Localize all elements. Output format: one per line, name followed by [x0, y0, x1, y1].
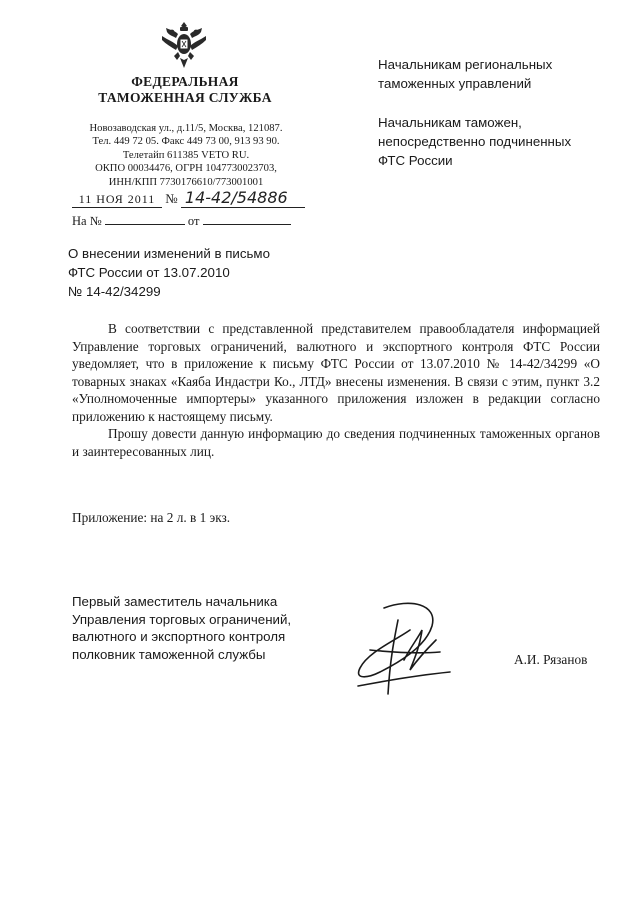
registration-number-label: №: [165, 191, 178, 206]
address-line: Новозаводская ул., д.11/5, Москва, 121087.: [89, 123, 283, 134]
body-paragraph: Прошу довести данную информацию до сведения подчиненных таможенных органов и заинтересованных лиц.: [72, 426, 600, 459]
signer-title-line: Управления торговых ограничений,: [72, 611, 292, 627]
attachment-note: Приложение: на 2 л. в 1 экз.: [72, 510, 231, 525]
signer-title-line: валютного и экспортного контроля: [72, 629, 286, 644]
recipient-block-2: [378, 113, 628, 170]
org-name-line-2: ТАМОЖЕННАЯ СЛУЖБА: [98, 90, 272, 105]
recipient-line: Начальникам таможен,: [378, 115, 522, 130]
subject-line: ФТС России от 13.07.2010: [68, 265, 230, 280]
double-headed-eagle-emblem-icon: [160, 18, 208, 70]
registration-date: 11 НОЯ 2011: [72, 192, 162, 208]
address-line: ИНН/КПП 7730176610/773001001: [108, 176, 264, 188]
from-date-blank: [203, 213, 291, 225]
signer-title-line: Первый заместитель начальника: [72, 594, 278, 609]
subject-line: О внесении изменений в письмо: [68, 246, 270, 261]
letter-body: [72, 320, 600, 460]
recipient-block-1: [378, 55, 628, 93]
registration-line: [72, 188, 305, 208]
address-line: Тел. 449 72 05. Факс 449 73 00, 913 93 90.: [92, 136, 280, 148]
subject-line: № 14-42/34299: [68, 284, 161, 299]
address-line: ОКПО 00034476, ОГРН 1047730023703,: [95, 163, 277, 175]
address-line: Телетайп 611385 VETO RU.: [122, 149, 250, 161]
from-label: от: [187, 214, 200, 228]
recipient-line: Начальникам региональных: [378, 57, 553, 72]
recipient-line: таможенных управлений: [378, 76, 532, 91]
sender-organization: [70, 74, 300, 106]
handwritten-signature: [340, 590, 480, 700]
in-reply-number-blank: [105, 213, 185, 225]
recipient-line: ФТС России: [378, 153, 453, 168]
org-name-line-1: ФЕДЕРАЛЬНАЯ: [131, 74, 239, 89]
recipient-line: непосредственно подчиненных: [378, 134, 572, 149]
letter-subject: [68, 244, 328, 301]
registration-number: 14-42/54886: [181, 188, 305, 208]
body-paragraph: В соответствии с представленной представителем правообладателя информацией Управление торговых ограничений, валютного и экспортного контроля ФТС России уведомляет, что в приложение к письму ФТС России от 13.07.2010 № 14-42/34299 «О товарных знаках «Каяба Индастри Ко., ЛТД» внесены изменения. В связи с этим, пункт 3.2 «Уполномоченные импортеры» указанного приложения изложен в редакции согласно приложению к настоящему письму.: [72, 321, 600, 424]
sender-address: [64, 122, 308, 189]
signer-title-line: полковник таможенной службы: [72, 646, 266, 662]
signer-name: А.И. Рязанов: [514, 652, 588, 667]
signer-title: [72, 593, 372, 663]
in-reply-label: На №: [72, 214, 102, 228]
in-reply-line: [72, 213, 291, 229]
